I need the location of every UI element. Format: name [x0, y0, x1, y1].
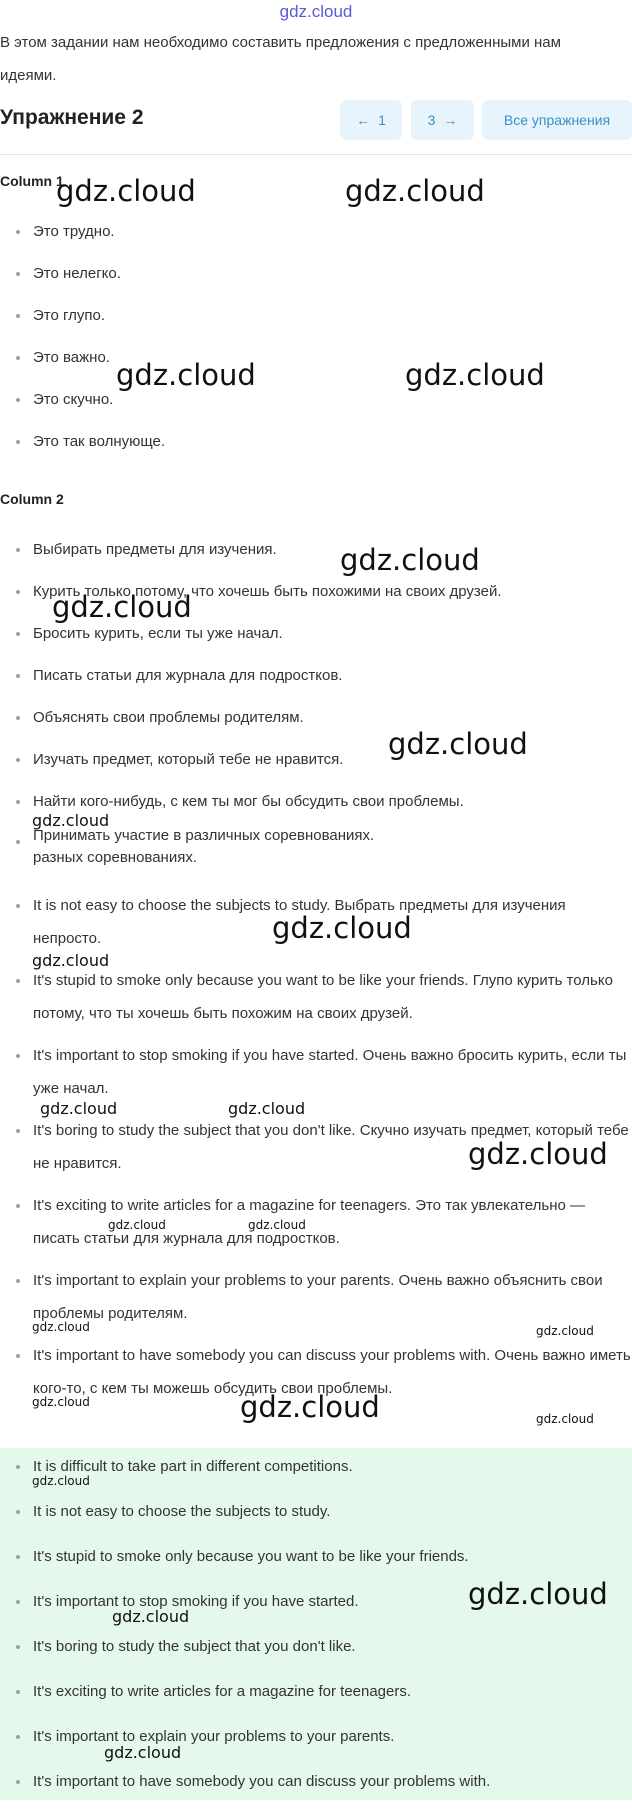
list-item: Это так волнующе. — [0, 425, 632, 467]
prev-exercise-button[interactable] — [340, 100, 402, 140]
list-item: It is not easy to choose the subjects to study. Выбрать предметы для изучения непросто. — [0, 889, 632, 955]
list-item: Принимать участие в различных соревнованиях. разных соревнованиях. — [0, 825, 632, 869]
list-item: It's exciting to write articles for a magazine for teenagers. — [0, 1675, 632, 1720]
list-item: Это глупо. — [0, 299, 632, 341]
arrow-right-icon: → — [443, 112, 458, 128]
arrow-left-icon: ← — [356, 112, 371, 128]
exercise-header — [0, 100, 632, 142]
list-item: Писать статьи для журнала для подростков. — [0, 659, 632, 701]
watermark: gdz.cloud — [32, 1474, 90, 1488]
list-item: It's important to have somebody you can discuss your problems with. Очень важно иметь кого-то, с кем ты можешь обсудить свои проблемы. — [0, 1339, 632, 1405]
column-1-heading: Column 1 — [0, 173, 64, 189]
next-exercise-label: 3 — [427, 112, 436, 128]
list-item: Курить только потому, что хочешь быть похожими на своих друзей. — [0, 575, 632, 617]
watermark: gdz.cloud — [240, 1390, 380, 1424]
list-item: Это трудно. — [0, 215, 632, 257]
divider — [0, 154, 632, 155]
watermark: gdz.cloud — [536, 1324, 594, 1338]
watermark: gdz.cloud — [40, 1099, 118, 1118]
next-exercise-button[interactable] — [411, 100, 474, 140]
list-item: It's exciting to write articles for a magazine for teenagers. Это так увлекательно — писать статьи для журнала для подростков. — [0, 1189, 632, 1255]
site-logo[interactable]: gdz.cloud — [279, 2, 353, 21]
list-item: It's boring to study the subject that you don't like. — [0, 1630, 632, 1675]
answers-list — [0, 1450, 632, 1810]
watermark: gdz.cloud — [228, 1099, 306, 1118]
all-exercises-label: Все упражнения — [503, 112, 611, 128]
watermark: gdz.cloud — [345, 174, 485, 208]
all-exercises-button[interactable] — [482, 100, 632, 140]
watermark: gdz.cloud — [405, 358, 545, 392]
list-item: Объяснять свои проблемы родителям. — [0, 701, 632, 743]
watermark: gdz.cloud — [32, 1395, 90, 1409]
watermark: gdz.cloud — [272, 911, 412, 945]
list-item: Выбирать предметы для изучения. — [0, 533, 632, 575]
list-item: Изучать предмет, который тебе не нравится. — [0, 743, 632, 785]
watermark: gdz.cloud — [116, 358, 256, 392]
watermark: gdz.cloud — [56, 174, 196, 208]
translations-list — [0, 889, 632, 1414]
list-item: Это важно. — [0, 341, 632, 383]
watermark: gdz.cloud — [248, 1218, 306, 1232]
list-item: It is not easy to choose the subjects to study. — [0, 1495, 632, 1540]
watermark: gdz.cloud — [468, 1577, 608, 1611]
column-2-heading: Column 2 — [0, 491, 64, 507]
list-item: Это нелегко. — [0, 257, 632, 299]
watermark: gdz.cloud — [32, 1320, 90, 1334]
watermark: gdz.cloud — [32, 811, 110, 830]
page-title: Упражнение 2 — [0, 106, 144, 129]
list-item: It's important to stop smoking if you have started. Очень важно бросить курить, если ты уже начал. — [0, 1039, 632, 1105]
watermark: gdz.cloud — [112, 1607, 190, 1626]
list-item: It's stupid to smoke only because you want to be like your friends. Глупо курить только потому, что ты хочешь быть похожим на своих друзей. — [0, 964, 632, 1030]
watermark: gdz.cloud — [108, 1218, 166, 1232]
watermark: gdz.cloud — [104, 1743, 182, 1762]
watermark: gdz.cloud — [32, 951, 110, 970]
list-item: It's important to stop smoking if you have started. — [0, 1585, 632, 1630]
list-item: Это скучно. — [0, 383, 632, 425]
watermark: gdz.cloud — [536, 1412, 594, 1426]
intro-text: В этом задании нам необходимо составить предложения с предложенными нам идеями. — [0, 34, 561, 84]
watermark: gdz.cloud — [388, 727, 528, 761]
list-item: It's important to have somebody you can discuss your problems with. — [0, 1765, 632, 1810]
prev-exercise-label: 1 — [378, 112, 386, 128]
list-item: Бросить курить, если ты уже начал. — [0, 617, 632, 659]
list-item: It's important to explain your problems to your parents. — [0, 1720, 632, 1765]
column-1-list — [0, 215, 632, 467]
watermark: gdz.cloud — [340, 543, 480, 577]
list-item: Найти кого-нибудь, с кем ты мог бы обсудить свои проблемы. — [0, 785, 632, 825]
watermark: gdz.cloud — [468, 1137, 608, 1171]
list-item: It is difficult to take part in different competitions. — [0, 1450, 632, 1495]
watermark: gdz.cloud — [52, 590, 192, 624]
answer-box — [0, 1448, 632, 1800]
column-2-list — [0, 533, 632, 869]
list-item: It's important to explain your problems to your parents. Очень важно объяснить свои проблемы родителям. — [0, 1264, 632, 1330]
list-item: It's stupid to smoke only because you want to be like your friends. — [0, 1540, 632, 1585]
list-item: It's boring to study the subject that you don't like. Скучно изучать предмет, который тебе не нравится. — [0, 1114, 632, 1180]
